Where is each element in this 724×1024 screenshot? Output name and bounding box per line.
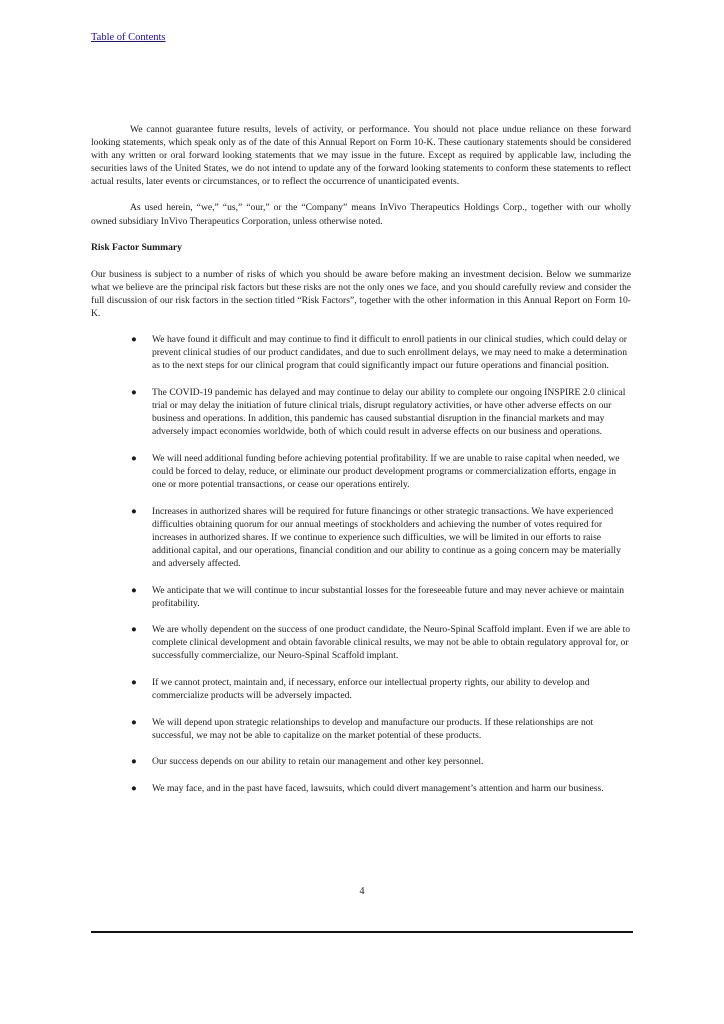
risk-bullet-text: If we cannot protect, maintain and, if necessary, enforce our intellectual property rights, our ability to develop and commercialize products will be adversely impacted. [152,677,590,702]
definitions-paragraph: As used herein, “we,” “us,” “our,” or the “Company” means InVivo Therapeutics Holdings Corp., together with our wholly owned subsidiary InVivo Therapeutics Corporation, unless otherwise noted. [91,202,631,227]
risk-bullet-item [91,716,631,742]
bullet-icon: ● [131,334,137,346]
risk-bullet-text: We will depend upon strategic relationships to develop and manufacture our products. If these relationships are not successful, we may not be able to capitalize on the market potential of these products. [152,716,594,741]
footer-divider [91,931,633,933]
risk-summary-intro: Our business is subject to a number of risks of which you should be aware before making an investment decision. Below we summarize what we believe are the principal risk factors but these risks are not the only ones we face, and you should carefully review and consider the full discussion of our risk factors in the section titled “Risk Factors”, together with the other information in this Annual Report on Form 10-K. [91,268,631,320]
risk-bullet-item [91,505,631,570]
bullet-icon: ● [131,677,137,688]
risk-bullet-text: We are wholly dependent on the success of one product candidate, the Neuro-Spinal Scaffold implant. Even if we are able to complete clinical development and obtain favorable clinical results, we may not be able to obtain regulatory approval for, or successfully commercialize, our Neuro-Spinal Scaffold implant. [152,624,631,662]
risk-bullet-text: We will need additional funding before achieving potential profitability. If we are unable to raise capital when needed, we could be forced to delay, reduce, or eliminate our product development programs or commercialization efforts, engage in one or more potential transactions, or cease our operations entirely. [152,452,620,490]
risk-bullet-text: Our success depends on our ability to retain our management and other key personnel. [152,756,484,768]
bullet-icon: ● [131,505,137,517]
bullet-icon: ● [131,584,137,596]
risk-bullet-item [91,452,631,491]
risk-bullet-item [91,782,631,795]
risk-bullet-text: We have found it difficult and may continue to find it difficult to enroll patients in our clinical studies, which could delay or prevent clinical studies of our product candidates, and due to such enrollment delays, we may need to make a determination as to the next steps for our clinical program that could significantly impact our future operations and financial position. [152,334,628,372]
risk-summary-heading: Risk Factor Summary [91,241,182,253]
bullet-icon: ● [131,452,137,464]
bullet-icon: ● [131,756,137,768]
bullet-icon: ● [131,782,137,794]
risk-bullet-text: We may face, and in the past have faced, lawsuits, which could divert management’s attention and harm our business. [152,782,604,794]
risk-bullet-item [91,333,631,372]
document-body [91,123,631,809]
bullet-icon: ● [131,624,137,636]
forward-looking-paragraph: We cannot guarantee future results, levels of activity, or performance. You should not place undue reliance on these forward looking statements, which speak only as of the date of this Annual Report on Form 10-K. These cautionary statements should be considered with any written or oral forward looking statements that we may issue in the future. Except as required by applicable law, including the securities laws of the United States, we do not intend to update any of the forward looking statements to conform these statements to reflect actual results, later events or circumstances, or to reflect the occurrence of unanticipated events. [91,124,631,188]
page-number: 4 [359,886,365,897]
risk-bullet-item [91,755,631,768]
risk-bullet-item [91,623,631,662]
table-of-contents-link[interactable]: Table of Contents [91,32,166,43]
risk-bullet-text: Increases in authorized shares will be required for future financings or other strategic transactions. We have experienced difficulties obtaining quorum for our annual meetings of stockholders and achieving the number of votes required for increases in authorized shares. If we continue to experience such difficulties, we will be limited in our efforts to raise additional capital, and our operations, financial condition and our ability to continue as a going concern may be materially and adversely affected. [152,505,621,569]
risk-bullet-text: The COVID-19 pandemic has delayed and may continue to delay our ability to complete our ongoing INSPIRE 2.0 clinical trial or may delay the initiation of future clinical trials, disrupt regulatory activities, or have other adverse effects on our business and operations. In addition, this pandemic has caused substantial disruption in the financial markets and may adversely impact economies worldwide, both of which could result in adverse effects on our business and operations. [152,386,626,438]
risk-bullet-item [91,386,631,438]
risk-bullet-item [91,584,631,610]
bullet-icon: ● [131,386,137,398]
risk-bullet-text: We anticipate that we will continue to incur substantial losses for the foreseeable future and may never achieve or maintain profitability. [152,584,625,609]
risk-bullet-list [91,333,631,795]
risk-bullet-item [91,676,631,702]
bullet-icon: ● [131,716,137,728]
